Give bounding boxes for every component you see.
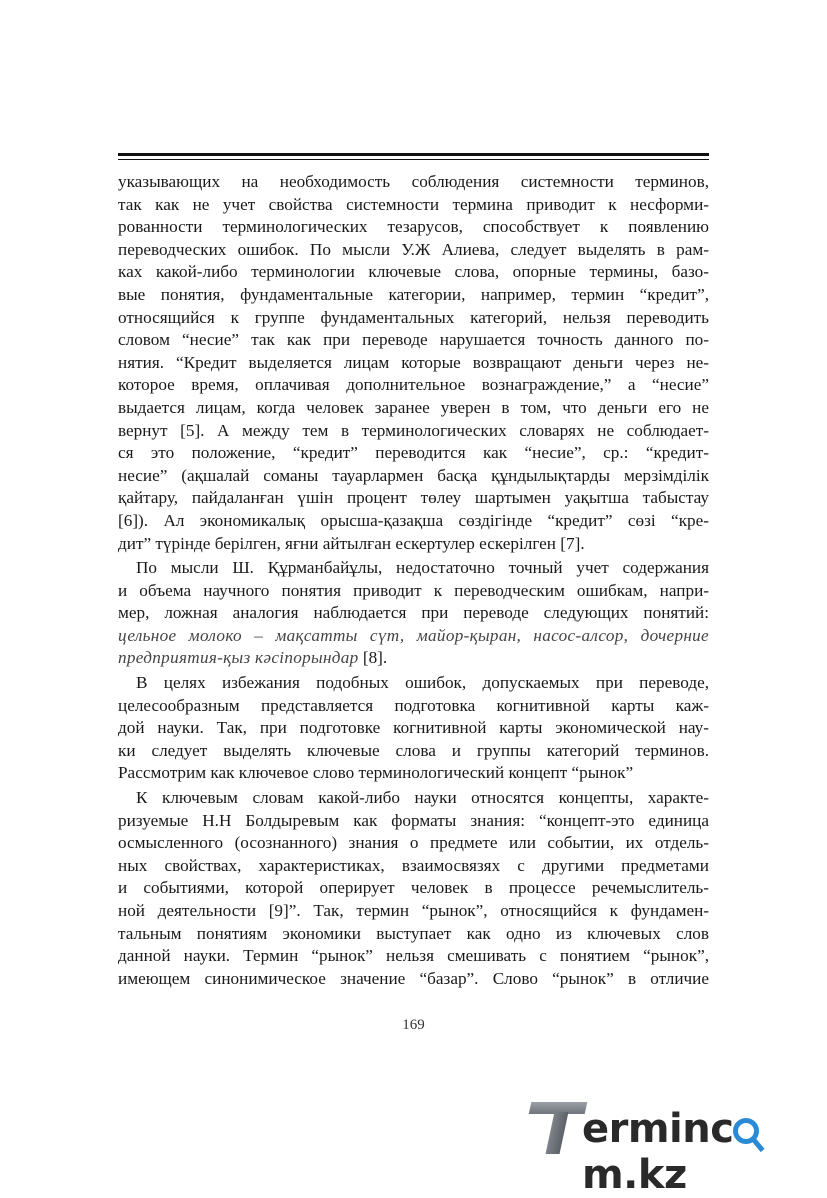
text-line: К ключевым словам какой-либо науки относятся концепты, характе-: [136, 788, 709, 808]
text-line: [118, 647, 709, 670]
text-line: дит” түрінде берілген, яғни айтылған ескертулер ескерілген [7].: [118, 533, 585, 553]
text-line: ся это положение, “кредит” переводится как “несие”, ср.: “кредит-: [118, 443, 709, 463]
text-line: вернут [5]. А между тем в терминологических словарях не соблюдает-: [118, 420, 709, 440]
text-line: переводческих ошибок. По мысли У.Ж Алиева, следует выделять в рам-: [118, 239, 709, 259]
text-line: имеющем синонимическое значение “базар”. Слово “рынок” в отличие: [118, 968, 709, 988]
text-line: По мысли Ш. Құрманбайұлы, недостаточно точный учет содержания: [136, 558, 709, 578]
paragraph-2: [118, 557, 709, 670]
text-line: дой науки. Так, при подготовке когнитивной карты экономической нау-: [118, 718, 709, 738]
paragraph-3: [118, 672, 709, 785]
logo-t-mark: [530, 1102, 586, 1154]
text-line: осмысленного (осознанного) знания о предмете или событии, их отдель-: [118, 833, 709, 853]
italic-examples-line: цельное молоко – мақсатты сүт, майор-қыран, насос-алсор, дочерние: [118, 625, 709, 645]
text-line: нятия. “Кредит выделяется лицам которые возвращают деньги через не-: [118, 352, 709, 372]
text-line: ной деятельности [9]”. Так, термин “рынок”, относящийся к фундамен-: [118, 901, 709, 920]
text-line: тальным понятиям экономики выступает как одно из ключевых слов: [118, 923, 709, 943]
logo-text-right: m.kz: [582, 1152, 687, 1198]
text-line: данной науки. Термин “рынок” нельзя смешивать с понятием “рынок”,: [118, 946, 709, 966]
text-line: Рассмотрим как ключевое слово терминологический концепт “рынок”: [118, 763, 634, 783]
text-line: целесообразным представляется подготовка когнитивной карты каж-: [118, 695, 709, 715]
text-line: относящийся к группе фундаментальных категорий, нельзя переводить: [118, 307, 709, 327]
paragraph-1: [118, 171, 709, 555]
logo-wordmark: [582, 1106, 812, 1198]
text-line: ризуемые Н.Н Болдыревым как форматы знания: “концепт-это единица: [118, 810, 709, 830]
header-rule-thin: [118, 159, 709, 160]
text-line: В целях избежания подобных ошибок, допускаемых при переводе,: [136, 673, 709, 693]
text-line: указывающих на необходимость соблюдения системности терминов,: [118, 172, 709, 191]
header-rule-thick: [118, 153, 709, 156]
page-number: 169: [402, 1017, 425, 1033]
text-line: мер, ложная аналогия наблюдается при переводе следующих понятий:: [118, 603, 709, 623]
text-line: и объема научного понятия приводит к переводческим ошибкам, напри-: [118, 580, 709, 600]
logo-text-left: erminc: [582, 1106, 734, 1152]
italic-examples-end: предприятия-қыз кәсіпорындар: [118, 648, 359, 668]
reference: [8].: [358, 648, 388, 668]
text-line: [6]). Ал экономикалық орысша-қазақша сөздігінде “кредит” сөзі “кре-: [118, 510, 709, 530]
text-line: қайтару, пайдаланған үшін процент төлеу шартымен уақытша табыстау: [118, 488, 709, 508]
paragraph-4: [118, 787, 709, 990]
body-text: [118, 171, 709, 990]
text-line: вые понятия, фундаментальные категории, например, термин “кредит”,: [118, 284, 709, 304]
text-line: рованности терминологических тезарусов, способствует к появлению: [118, 217, 709, 237]
termincom-logo: [522, 1098, 812, 1198]
text-line: несие” (ақшалай соманы тауарлармен басқа құндылықтарды мерзімділік: [118, 465, 709, 485]
text-line: ках какой-либо терминологии ключевые слова, опорные термины, базо-: [118, 262, 709, 282]
magnifier-icon: [733, 1118, 759, 1144]
text-line: ных свойствах, характеристиках, взаимосвязях с другими предметами: [118, 855, 709, 875]
text-line: и событиями, которой оперирует человек в процессе речемыслитель-: [118, 878, 709, 898]
text-line: которое время, оплачивая дополнительное вознаграждение,” а “несие”: [118, 375, 709, 395]
text-line: словом “несие” так как при переводе нарушается точность данного по-: [118, 330, 709, 350]
text-line: так как не учет свойства системности термина приводит к несформи-: [118, 194, 709, 214]
text-line: выдается лицам, когда человек заранее уверен в том, что деньги его не: [118, 397, 709, 417]
text-line: ки следует выделять ключевые слова и группы категорий терминов.: [118, 740, 709, 760]
